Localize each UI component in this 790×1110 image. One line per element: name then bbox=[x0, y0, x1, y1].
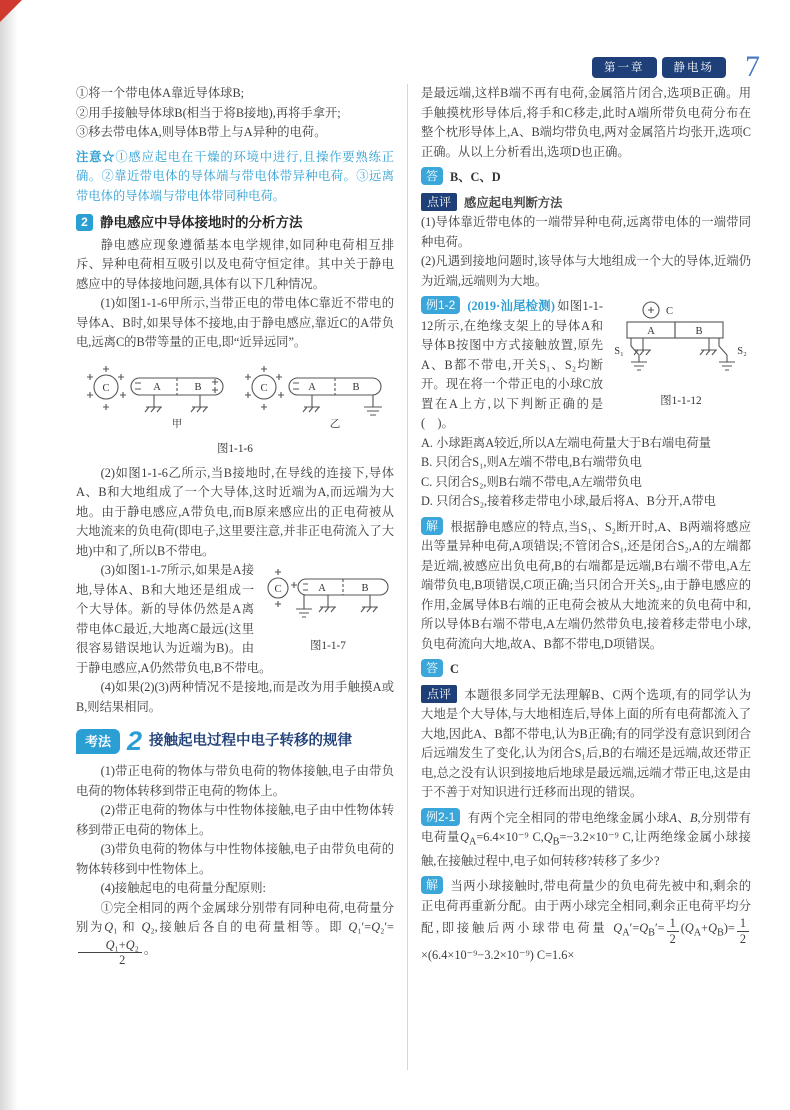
label-B: B bbox=[194, 381, 202, 393]
label-B: B bbox=[361, 583, 369, 594]
kaofa-number: 2 bbox=[127, 726, 143, 756]
label-s2: S₂ bbox=[737, 346, 747, 357]
option-D: D. 只闭合S₂,接着移走带电小球,最后将A、B分开,A带电 bbox=[421, 494, 716, 508]
example-source: (2019·汕尾检测) bbox=[467, 299, 555, 313]
left-column bbox=[76, 84, 394, 1096]
label-A: A bbox=[308, 381, 316, 393]
figure-caption: 图1-1-6 bbox=[217, 443, 253, 455]
charge-split-formula bbox=[76, 899, 394, 967]
stand bbox=[303, 395, 320, 412]
minus-marks bbox=[135, 383, 141, 389]
note-text: ①感应起电在干燥的环境中进行,且操作要熟练正确。②靠近带电体的导体端与带电体带异种电荷。③远离带电体的导体端与带电体带同种电荷。 bbox=[76, 149, 394, 203]
label-B: B bbox=[695, 326, 703, 337]
column-divider bbox=[407, 84, 408, 1070]
case-3-block bbox=[76, 561, 394, 678]
option-B: B. 只闭合S₁,则A左端不带电,B右端带负电 bbox=[421, 455, 642, 469]
page-header bbox=[592, 52, 760, 82]
label-C: C bbox=[260, 382, 268, 394]
solution-mid: $(Q_A+Q_B)=$ bbox=[680, 921, 735, 939]
fraction-denominator: 2 bbox=[119, 952, 126, 967]
case-4-paragraph: (4)如果(2)(3)两种情况不是接地,而是改为用手触摸A或B,则结果相同。 bbox=[76, 680, 394, 714]
review-badge: 点评 bbox=[421, 193, 457, 211]
kaofa-chip: 考法 bbox=[76, 729, 120, 755]
example-1-2-block bbox=[421, 296, 751, 512]
answer-row-2 bbox=[421, 659, 751, 680]
rule-3-paragraph: (3)带负电荷的物体与中性物体接触,电子由带负电荷的物体转移到中性物体上。 bbox=[76, 842, 394, 876]
example-badge: 例1-2 bbox=[421, 296, 460, 314]
example-text: 有两个完全相同的带电绝缘金属小球A、B,分别带有电荷量$Q_A=6.4\times 10^{-9}$ $C,Q_B=-3.2\times 10^{-9}$ C,让两绝缘金属小球接触,在接触过程中,电子如何转移?转移了多少? bbox=[421, 810, 751, 868]
review-block-2 bbox=[421, 685, 751, 803]
option-C: C. 只闭合S₂,则B右端不带电,A左端带负电 bbox=[421, 474, 642, 489]
label-A: A bbox=[318, 583, 326, 594]
solution-lead: 当两小球接触时,带电荷量少的负电荷先被中和,剩余的正电荷再重新分配。由于两小球完全相同,剩余正电荷平均分配,即接触后两小球带电荷量 $Q_A'=Q_B'=$ bbox=[421, 879, 751, 939]
figure-caption: 图1-1-12 bbox=[660, 394, 702, 407]
method-2-header bbox=[76, 213, 394, 233]
case-3-paragraph: (3)如图1-1-7所示,如果是A接地,导体A、B和大地还是组成一个大导体。新的导体仍然是A离带电体C最近,大地离C最远(这里很容易错误地认为近端为B)。由于静电感应,A仍然带负电,B不带电。 bbox=[76, 563, 272, 675]
figure-1-1-6 bbox=[76, 357, 394, 460]
ground-symbol bbox=[631, 362, 647, 370]
solution-tail: ×(6.4×10⁻⁹−3.2×10⁻⁹) C=1.6× bbox=[421, 947, 575, 962]
switch-s2 bbox=[719, 338, 727, 362]
solution-text: 根据静电感应的特点,当S₁、S₂断开时,A、B两端将感应出等量异种电荷,A项错误;不管闭合S₁,还是闭合S₂,A的左端都是近端,被感应出负电荷,B的右端都是远端,B右端不带电,A左端带负电,B项错误,C项正确;当只闭合开关S₂,由于静电感应的作用,金属导体B右端的正电荷会被从大地流来的负电荷中和,所以导体B右端不带电,A左端仍然带负电,接着移走带电小球,负电荷流向大地,故A、B都不带电,D项错误。 bbox=[421, 519, 751, 651]
content-columns bbox=[76, 84, 762, 1096]
label-s1: S₁ bbox=[614, 346, 624, 357]
answer-text: B、C、D bbox=[450, 170, 501, 184]
formula-tail: 。 bbox=[143, 942, 157, 957]
review-badge: 点评 bbox=[421, 685, 457, 703]
review-title: 感应起电判断方法 bbox=[464, 195, 563, 210]
label-C: C bbox=[274, 584, 282, 595]
answer-row-1 bbox=[421, 167, 751, 188]
fraction-numerator: Q₁+Q₂ bbox=[78, 938, 142, 953]
answer-badge: 答 bbox=[421, 659, 443, 677]
answer-text: C bbox=[450, 662, 459, 676]
rule-4-paragraph: (4)接触起电的电荷量分配原则: bbox=[100, 881, 266, 895]
case-1-paragraph: (1)如图1-1-6甲所示,当带正电的带电体C靠近不带电的导体A、B时,如果导体不接地,由于静电感应,靠近C的A带负电,远离C的B带等量的正电,即“近异远同”。 bbox=[76, 296, 394, 349]
figure-1-1-12 bbox=[611, 298, 751, 411]
figure-caption: 图1-1-7 bbox=[310, 639, 346, 652]
review-text: 本题很多同学无法理解B、C两个选项,有的同学认为大地是个大导体,与大地相连后,导体上面的所有电荷都流入了大地,因此A、B都不带电,认为B正确;有的同学没有意识到闭合后远端发生了变化,认为闭合S₁后,B的右端还是远端,故还带正电,总之没有认识到接地后地球是最远端,远端才带正电,这是由于不善于对知识进行迁移而出现的错误。 bbox=[421, 687, 751, 799]
method-intro: 静电感应现象遵循基本电学规律,如同种电荷相互排斥、异种电荷相互吸引以及电荷守恒定律。其中关于静电感应中的导体接地问题,具体有以下几种情况。 bbox=[76, 237, 394, 291]
review-point-1: (1)导体靠近带电体的一端带异种电荷,远离带电体的一端带同种电荷。 bbox=[421, 215, 751, 249]
fraction: $\frac{1}{2}$ bbox=[667, 916, 679, 945]
rule-1-paragraph: (1)带正电荷的物体与带负电荷的物体接触,电子由带负电荷的物体转移到带正电荷的物体上。 bbox=[76, 764, 394, 798]
case-2-paragraph: (2)如图1-1-6乙所示,当B接地时,在导线的连接下,导体A、B和大地组成了一个大导体,这时近端为A,而远端为大地。由于静电感应,A带负电,而B原来感应出的正电荷被从大地流来的负电荷(即电子,这里要注意,并非正电荷流入了大地)中和了,所以B不带电。 bbox=[76, 465, 394, 558]
figure-1-1-12-diagram bbox=[611, 298, 751, 384]
sub-label-jia: 甲 bbox=[171, 418, 183, 430]
step-item-3: ③移去带电体A,则导体B带上与A异种的电荷。 bbox=[76, 125, 327, 139]
formula-lead: ①完全相同的两个金属球分别带有同种电荷,电荷量分别为Q₁ 和 Q₂,接触后各自的电荷量相等。即 Q₁′=Q₂′= bbox=[76, 900, 394, 934]
figure-1-1-7 bbox=[262, 563, 394, 656]
solution-badge: 解 bbox=[421, 517, 443, 535]
label-B: B bbox=[352, 381, 360, 393]
fraction bbox=[78, 938, 142, 967]
page-number: 7 bbox=[745, 50, 760, 83]
right-column bbox=[421, 84, 751, 1096]
option-A: A. 小球距离A较近,所以A左端电荷量大于B右端电荷量 bbox=[421, 435, 712, 450]
chapter-chip: 第一章 bbox=[592, 57, 657, 78]
note-block bbox=[76, 148, 394, 207]
label-A: A bbox=[647, 326, 655, 337]
figure-1-1-7-diagram bbox=[262, 563, 394, 629]
fraction: $\frac{1}{2}$ bbox=[737, 916, 749, 945]
continued-analysis: 是最远端,这样B端不再有电荷,金属箔片闭合,选项B正确。用手触摸枕形导体后,将手和C移走,此时A端所带负电荷分布在整个枕形导体上,A、B端均带负电,两对金属箔片均张开,选项C正确。从以上分析看出,选项D也正确。 bbox=[421, 86, 751, 159]
example-badge: 例2-1 bbox=[421, 808, 460, 826]
kaofa-title: 接触起电过程中电子转移的规律 bbox=[149, 732, 353, 749]
stand bbox=[319, 595, 378, 612]
ground-symbol bbox=[719, 362, 735, 370]
solution-2 bbox=[421, 876, 751, 965]
section-chip: 静电场 bbox=[662, 57, 727, 78]
minus-marks bbox=[293, 383, 299, 389]
label-C: C bbox=[666, 306, 674, 317]
plus-marks bbox=[212, 379, 218, 393]
plus-mark bbox=[648, 307, 654, 313]
review-point-2: (2)凡遇到接地问题时,该导体与大地组成一个大的导体,近端仍为近端,远端则为大地。 bbox=[421, 254, 751, 288]
sub-label-yi: 乙 bbox=[329, 418, 341, 430]
step-item-2: ②用手接触导体球B(相当于将B接地),再将手拿开; bbox=[76, 105, 341, 120]
stand bbox=[145, 395, 208, 412]
review-block-1 bbox=[421, 193, 751, 292]
note-label: 注意☆ bbox=[76, 149, 116, 164]
page-corner-mark bbox=[0, 0, 22, 22]
figure-1-1-6-diagram bbox=[85, 357, 385, 433]
solution-badge: 解 bbox=[421, 876, 443, 894]
label-A: A bbox=[153, 381, 161, 393]
rule-2-paragraph: (2)带正电荷的物体与中性物体接触,电子由中性物体转移到带正电荷的物体上。 bbox=[76, 803, 394, 837]
label-C: C bbox=[102, 382, 110, 394]
method-number-badge: 2 bbox=[76, 214, 93, 231]
book-binding-shadow bbox=[0, 0, 18, 1110]
example-2-1-stem bbox=[421, 808, 751, 872]
stand bbox=[634, 338, 717, 355]
example-text: 如图1-1-12所示,在绝缘支架上的导体A和导体B按图中方式接触放置,原先A、B都不带电,开关S₁、S₂均断开。现在将一个带正电的小球C放置在A上方,以下判断正确的是( )。 bbox=[421, 299, 603, 430]
minus-marks bbox=[303, 584, 308, 590]
answer-badge: 答 bbox=[421, 167, 443, 185]
solution-1 bbox=[421, 517, 751, 655]
method-title: 静电感应中导体接地时的分析方法 bbox=[100, 215, 303, 230]
kaofa-2-header bbox=[76, 728, 394, 755]
ground-symbol bbox=[364, 395, 382, 415]
step-item-1: ①将一个带电体A靠近导体球B; bbox=[76, 86, 245, 100]
ground-symbol bbox=[296, 595, 312, 617]
